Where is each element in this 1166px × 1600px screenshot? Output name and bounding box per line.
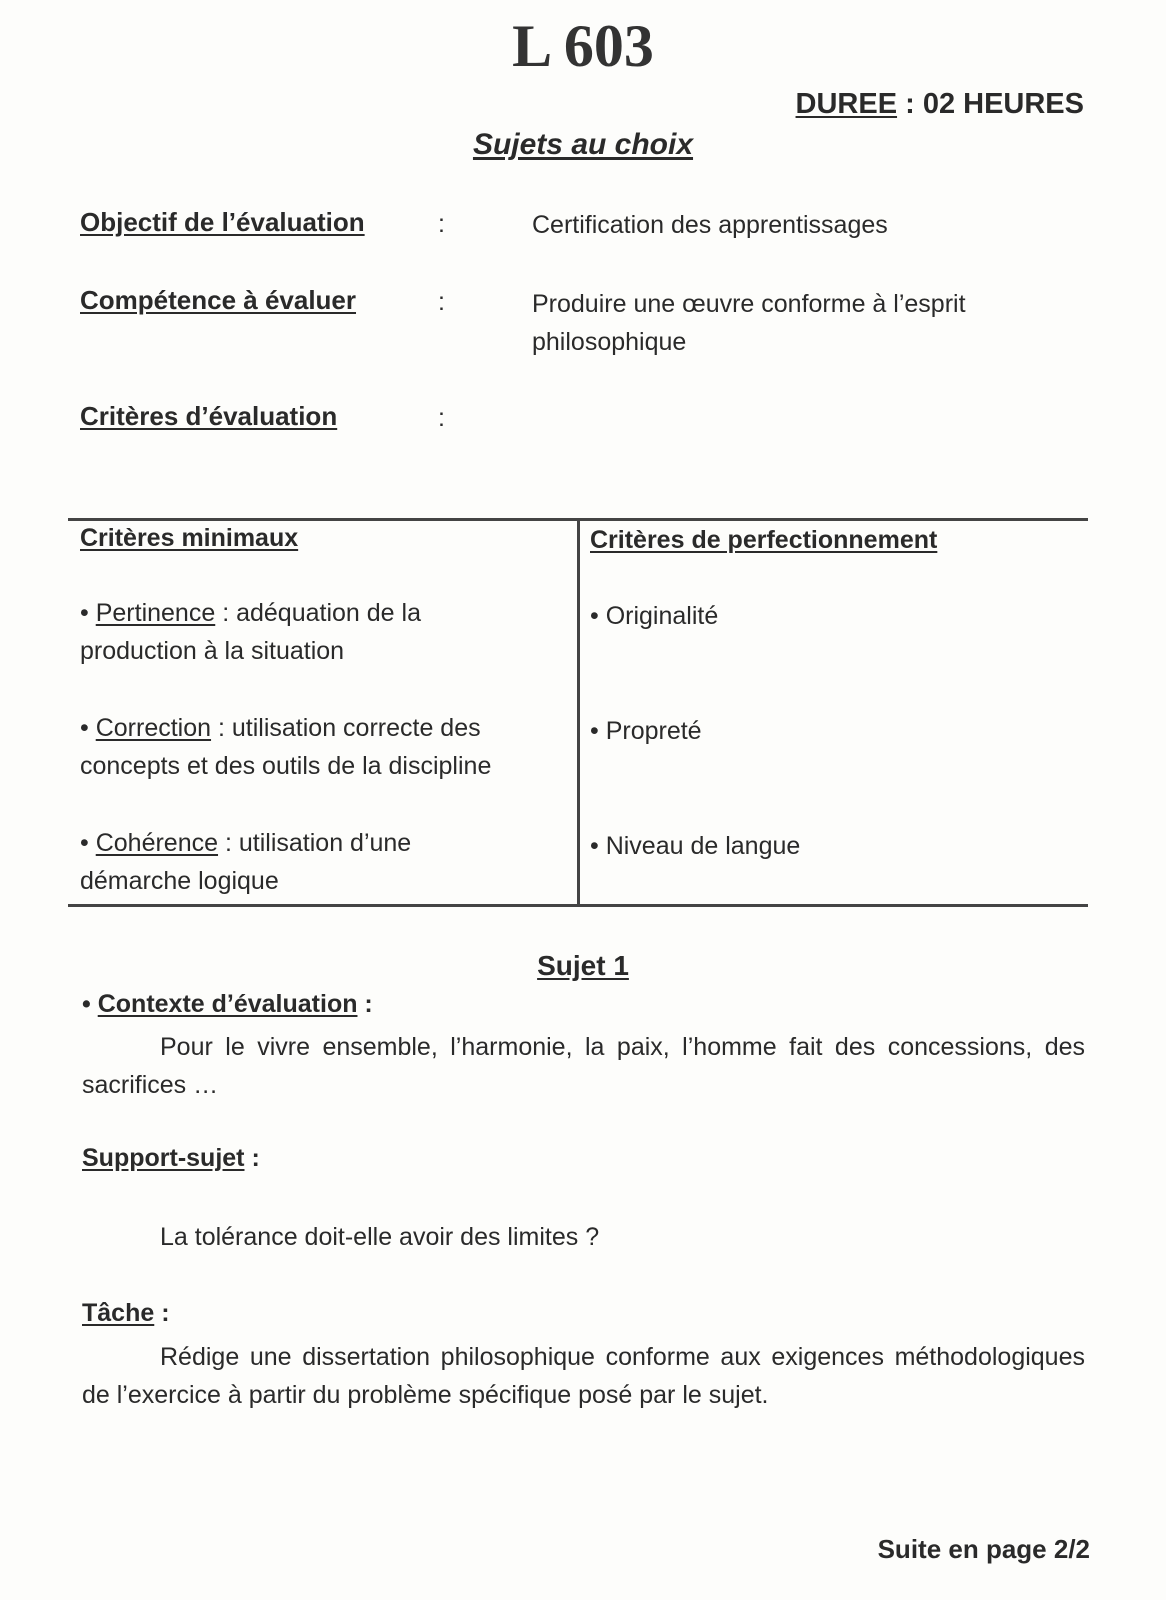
task-heading [82,1299,170,1328]
bullet: • [80,714,89,742]
competence-value-line1: Produire une œuvre conforme à l’esprit [532,290,966,318]
criterion-originalite: • Originalité [590,602,719,630]
objective-value: Certification des apprentissages [532,211,888,239]
objective-colon: : [438,210,445,238]
task-label: Tâche [82,1299,155,1327]
criteria-colon: : [438,404,445,432]
continuation-note: Suite en page 2/2 [877,1534,1090,1564]
subject-question: La tolérance doit-elle avoir des limites ? [160,1223,600,1251]
objective-label: Objectif de l’évaluation [80,207,365,237]
colon: : [154,1299,170,1327]
context-text: Pour le vivre ensemble, l’harmonie, la paix, l’homme fait des concessions, des sacrifices … [82,1033,1085,1099]
table-bottom-border [68,904,1088,907]
support-heading [82,1144,260,1173]
criterion-desc-line2: production à la situation [80,637,345,665]
competence-colon: : [438,288,445,316]
criterion-desc-line2: concepts et des outils de la discipline [80,752,492,780]
criterion-term: Cohérence [95,829,219,857]
duration-label: DUREE [795,88,898,120]
criterion-desc: : utilisation d’une [218,829,412,857]
left-header: Critères minimaux [80,524,299,552]
criterion-desc-line2: démarche logique [80,867,279,895]
criterion-niveau-langue: • Niveau de langue [590,832,801,860]
subject-title [0,950,1166,982]
criterion-proprete: • Propreté [590,717,702,745]
criterion-term: Correction [95,714,212,742]
criterion-correction [80,709,491,785]
exam-code: L 603 [512,13,654,79]
context-heading [82,990,373,1019]
criterion-term: Pertinence [95,599,216,627]
criterion-coherence [80,824,411,900]
bullet: • [80,829,89,857]
criterion-desc: : utilisation correcte des [211,714,481,742]
criterion-pertinence [80,594,421,670]
support-label: Support-sujet [82,1144,245,1172]
subject-title-text: Sujet 1 [537,950,629,981]
context-label: Contexte d’évaluation [97,990,358,1018]
right-header: Critères de perfectionnement [590,526,938,554]
criterion-desc: : adéquation de la [215,599,421,627]
colon: : [244,1144,260,1172]
table-divider [577,520,580,906]
subtitle-text: Sujets au choix [472,128,694,161]
duration-value: : 02 HEURES [905,88,1084,120]
bullet: • [80,599,89,627]
duration [796,88,1084,121]
competence-label: Compétence à évaluer [80,285,357,315]
colon: : [357,990,373,1018]
subtitle [0,128,1166,162]
criteria-label: Critères d’évaluation [80,401,338,431]
bullet: • [82,990,91,1018]
competence-value-line2: philosophique [532,328,687,356]
competence-value [532,285,966,361]
task-text: Rédige une dissertation philosophique conforme aux exigences méthodologiques de l’exercice à partir du problème spécifique posé par le sujet. [82,1343,1085,1409]
